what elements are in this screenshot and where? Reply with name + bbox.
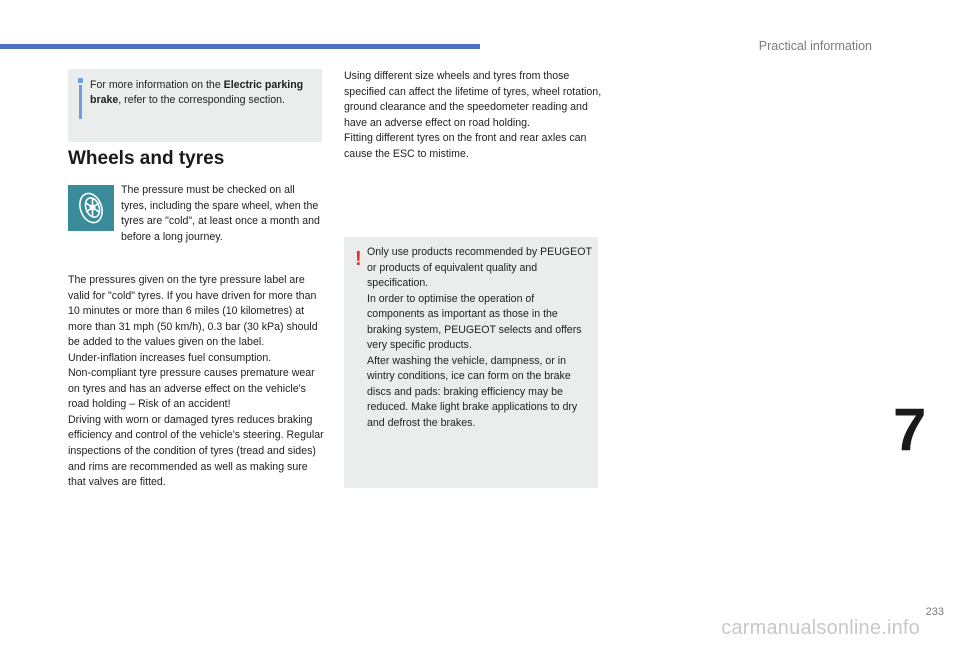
- warning-icon: !: [355, 248, 362, 270]
- paragraph: Only use products recommended by PEUGEOT or products of equivalent quality and specification.: [367, 246, 592, 290]
- chapter-number: 7: [893, 396, 927, 463]
- info-text-bold: Electric parking brake: [90, 79, 304, 106]
- header-accent-bar: [0, 44, 480, 49]
- section-title: Practical information: [758, 39, 872, 53]
- info-icon: [79, 85, 82, 119]
- paragraph: Under-inflation increases fuel consumption.: [68, 351, 272, 364]
- warning-text: [367, 245, 593, 432]
- page-heading: Wheels and tyres: [68, 148, 225, 169]
- info-icon-dot: [78, 78, 83, 83]
- paragraph: After washing the vehicle, dampness, or in wintry conditions, ice can form on the brake discs and pads: braking efficiency may be reduced. Make light brake applications to dry and defrost the brakes.: [367, 354, 578, 430]
- right-body-text: [344, 69, 604, 162]
- paragraph: Fitting different tyres on the front and rear axles can cause the ESC to mistime.: [344, 132, 587, 160]
- info-text-after: , refer to the corresponding section.: [118, 94, 285, 106]
- info-text: [90, 78, 318, 108]
- warning-box: [344, 237, 598, 488]
- page-number: 233: [925, 606, 944, 618]
- info-box: [68, 69, 322, 142]
- tyre-icon: [68, 185, 114, 231]
- watermark: carmanualsonline.info: [721, 617, 920, 639]
- left-body-text: [68, 273, 326, 491]
- paragraph: Driving with worn or damaged tyres reduces braking efficiency and control of the vehicle's steering. Regular inspections of the condition of tyres (tread and sides) and rims are recommended as well as making sure that valves are fitted.: [68, 413, 324, 489]
- info-text-before: For more information on the: [90, 79, 224, 91]
- paragraph: Using different size wheels and tyres from those specified can affect the lifetime of tyres, wheel rotation, ground clearance and the speedometer reading and have an adverse effect on road holding.: [344, 70, 602, 129]
- paragraph: Non-compliant tyre pressure causes premature wear on tyres and has an adverse effect on the vehicle's road holding – Risk of an accident!: [68, 367, 315, 411]
- paragraph: The pressures given on the tyre pressure label are valid for "cold" tyres. If you have driven for more than 10 minutes or more than 6 miles (10 kilometres) at more than 31 mph (50 km/h), 0.3 bar (30 kPa) should be added to the values given on the label.: [68, 274, 318, 349]
- tyre-pressure-note: The pressure must be checked on all tyres, including the spare wheel, when the tyres are "cold", at least once a month and before a long journey.: [121, 184, 320, 243]
- paragraph: In order to optimise the operation of components as important as those in the braking system, PEUGEOT selects and offers very specific products.: [367, 292, 582, 352]
